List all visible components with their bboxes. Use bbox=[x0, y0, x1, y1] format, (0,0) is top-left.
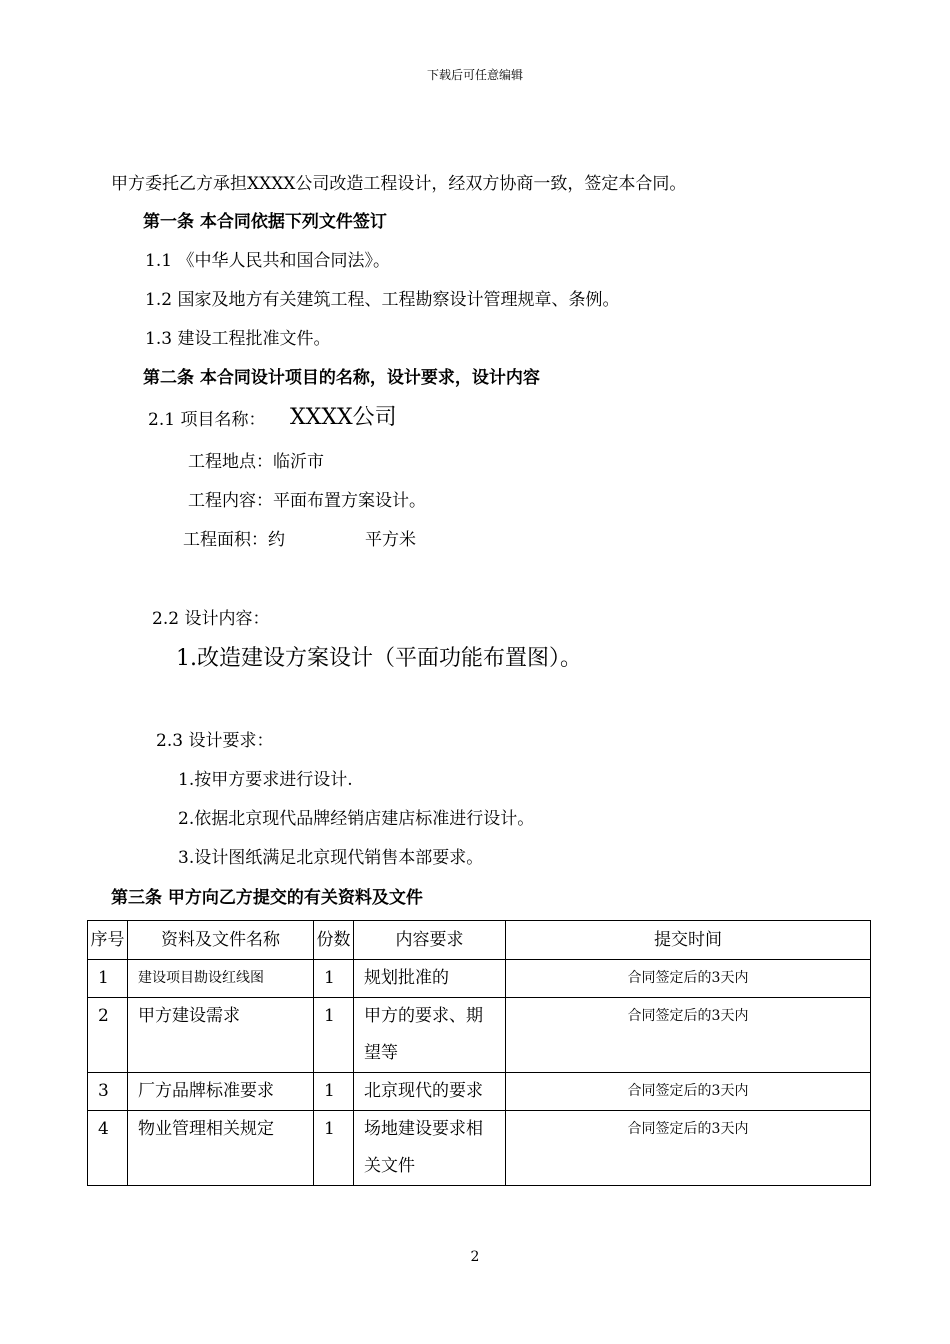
table-header-row bbox=[88, 921, 871, 960]
header-cell-copies: 份数 bbox=[314, 921, 354, 960]
table-row bbox=[88, 1073, 871, 1111]
documents-table bbox=[87, 920, 871, 1186]
design-requirement-item: 1.按甲方要求进行设计. bbox=[178, 770, 353, 790]
cell-time: 合同签定后的3天内 bbox=[506, 1073, 871, 1111]
project-name: XXXX公司 bbox=[290, 405, 397, 430]
table-row bbox=[88, 998, 871, 1073]
table-row bbox=[88, 1111, 871, 1186]
page-number: 2 bbox=[470, 1249, 480, 1265]
cell-copies: 1 bbox=[314, 960, 354, 998]
section-2-1-label: 2.1 项目名称： bbox=[148, 410, 266, 430]
cell-name: 物业管理相关规定 bbox=[128, 1111, 314, 1186]
article1-title: 第一条 本合同依据下列文件签订 bbox=[143, 212, 387, 232]
cell-requirement: 规划批准的 bbox=[354, 960, 506, 998]
article1-item: 1.1 《中华人民共和国合同法》。 bbox=[145, 251, 390, 271]
page-header: 下载后可任意编辑 bbox=[426, 68, 523, 82]
header-cell-name: 资料及文件名称 bbox=[128, 921, 314, 960]
project-area-unit: 平方米 bbox=[365, 530, 416, 550]
cell-name: 建设项目勘设红线图 bbox=[128, 960, 314, 998]
article1-item: 1.3 建设工程批准文件。 bbox=[145, 329, 331, 349]
cell-no: 2 bbox=[88, 998, 128, 1073]
design-content-item: 1.改造建设方案设计（平面功能布置图）。 bbox=[176, 646, 582, 671]
project-content: 工程内容：平面布置方案设计。 bbox=[188, 491, 426, 511]
cell-no: 4 bbox=[88, 1111, 128, 1186]
cell-no: 1 bbox=[88, 960, 128, 998]
cell-no: 3 bbox=[88, 1073, 128, 1111]
design-requirement-item: 2.依据北京现代品牌经销店建店标准进行设计。 bbox=[178, 809, 535, 829]
cell-time: 合同签定后的3天内 bbox=[506, 998, 871, 1073]
cell-time: 合同签定后的3天内 bbox=[506, 960, 871, 998]
header-cell-requirement: 内容要求 bbox=[354, 921, 506, 960]
article1-item: 1.2 国家及地方有关建筑工程、工程勘察设计管理规章、条例。 bbox=[145, 290, 620, 310]
cell-name: 甲方建设需求 bbox=[128, 998, 314, 1073]
article3-title: 第三条 甲方向乙方提交的有关资料及文件 bbox=[111, 888, 423, 908]
cell-time: 合同签定后的3天内 bbox=[506, 1111, 871, 1186]
cell-copies: 1 bbox=[314, 998, 354, 1073]
project-area-label: 工程面积：约 bbox=[183, 530, 285, 550]
cell-name: 厂方品牌标准要求 bbox=[128, 1073, 314, 1111]
table-row bbox=[88, 960, 871, 998]
cell-copies: 1 bbox=[314, 1073, 354, 1111]
section-2-3-label: 2.3 设计要求： bbox=[156, 731, 274, 751]
project-location: 工程地点：临沂市 bbox=[188, 452, 324, 472]
section-2-2-label: 2.2 设计内容： bbox=[152, 609, 270, 629]
cell-copies: 1 bbox=[314, 1111, 354, 1186]
header-cell-no: 序号 bbox=[88, 921, 128, 960]
article2-title: 第二条 本合同设计项目的名称，设计要求，设计内容 bbox=[143, 368, 540, 388]
header-cell-time: 提交时间 bbox=[506, 921, 871, 960]
cell-requirement: 北京现代的要求 bbox=[354, 1073, 506, 1111]
intro-paragraph: 甲方委托乙方承担XXXX公司改造工程设计，经双方协商一致，签定本合同。 bbox=[111, 174, 687, 194]
design-requirement-item: 3.设计图纸满足北京现代销售本部要求。 bbox=[178, 848, 484, 868]
cell-requirement: 场地建设要求相关文件 bbox=[354, 1111, 506, 1186]
cell-requirement: 甲方的要求、期望等 bbox=[354, 998, 506, 1073]
